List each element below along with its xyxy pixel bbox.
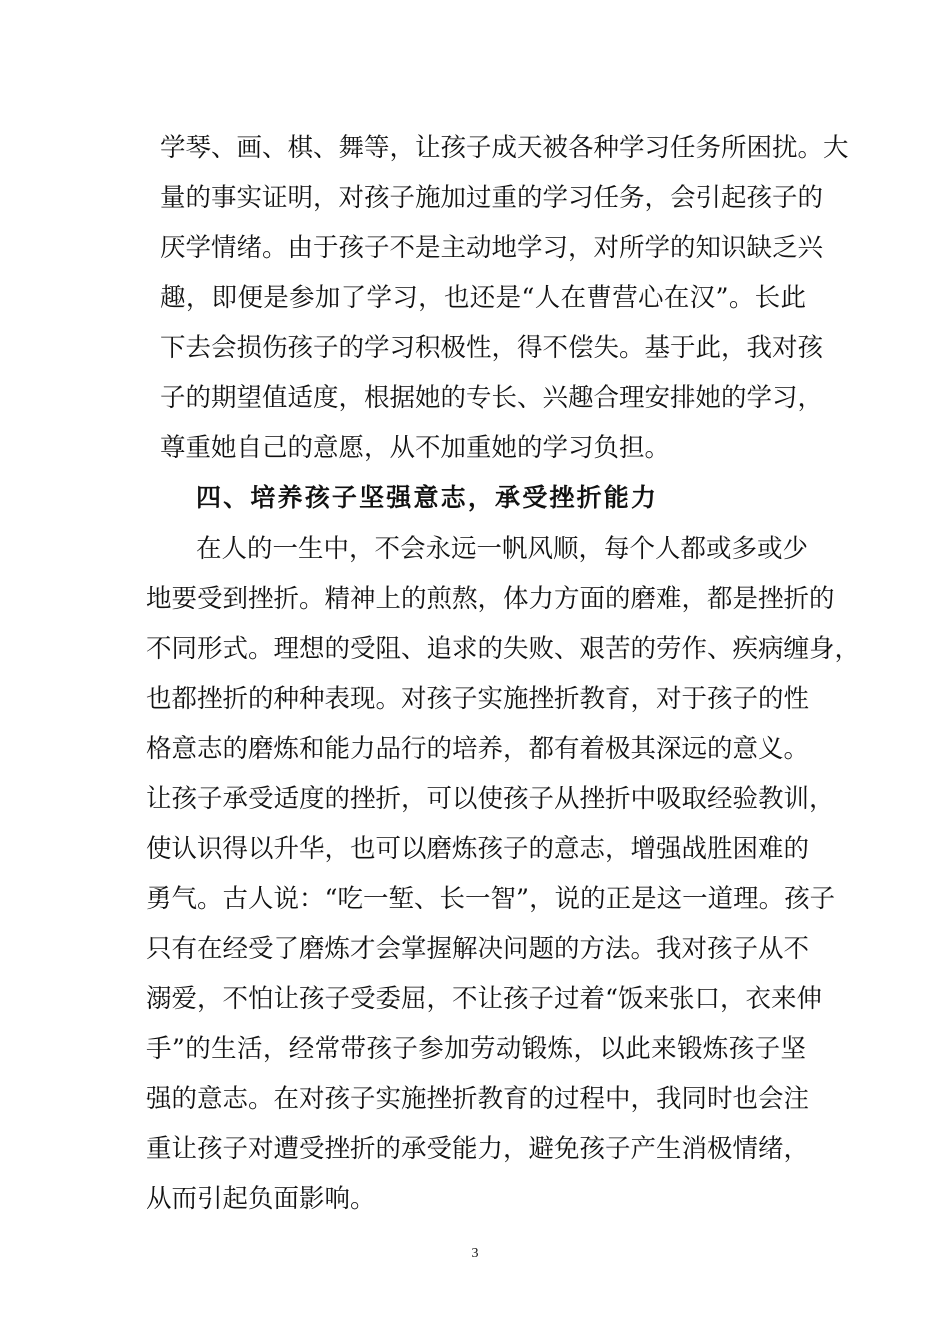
paragraph-2-line: 地要受到挫折。精神上的煎熬，体力方面的磨难，都是挫折的 bbox=[146, 584, 835, 614]
page-number: 3 bbox=[471, 1246, 479, 1261]
paragraph-2-line: 让孩子承受适度的挫折，可以使孩子从挫折中吸取经验教训， bbox=[146, 784, 835, 814]
paragraph-2-line: 只有在经受了磨炼才会掌握解决问题的方法。我对孩子从不 bbox=[146, 934, 810, 964]
section-heading: 四、培养孩子坚强意志，承受挫折能力 bbox=[196, 483, 656, 512]
paragraph-2-line: 也都挫折的种种表现。对孩子实施挫折教育，对于孩子的性 bbox=[146, 684, 810, 714]
paragraph-2-line: 手”的生活，经常带孩子参加劳动锻炼，以此来锻炼孩子坚 bbox=[146, 1034, 806, 1064]
paragraph-1-line: 厌学情绪。由于孩子不是主动地学习，对所学的知识缺乏兴 bbox=[160, 233, 824, 263]
paragraph-2-line: 不同形式。理想的受阻、追求的失败、艰苦的劳作、疾病缠身， bbox=[146, 634, 861, 664]
paragraph-2-line: 强的意志。在对孩子实施挫折教育的过程中，我同时也会注 bbox=[146, 1084, 810, 1114]
paragraph-2-line: 格意志的磨炼和能力品行的培养，都有着极其深远的意义。 bbox=[146, 734, 810, 764]
paragraph-1-line: 学琴、画、棋、舞等，让孩子成天被各种学习任务所困扰。大 bbox=[160, 133, 849, 163]
paragraph-2-line: 溺爱，不怕让孩子受委屈，不让孩子过着“饭来张口，衣来伸 bbox=[146, 984, 823, 1014]
paragraph-1-line: 子的期望值适度，根据她的专长、兴趣合理安排她的学习， bbox=[160, 383, 824, 413]
paragraph-2-line: 重让孩子对遭受挫折的承受能力，避免孩子产生消极情绪， bbox=[146, 1134, 810, 1164]
paragraph-2-line: 从而引起负面影响。 bbox=[146, 1184, 376, 1214]
paragraph-2-line: 在人的一生中，不会永远一帆风顺，每个人都或多或少 bbox=[196, 534, 809, 564]
paragraph-2-line: 勇气。古人说：“吃一堑、长一智”，说的正是这一道理。孩子 bbox=[146, 884, 836, 914]
paragraph-1-line: 下去会损伤孩子的学习积极性，得不偿失。基于此，我对孩 bbox=[160, 333, 824, 363]
paragraph-1-line: 趣，即便是参加了学习，也还是“人在曹营心在汉”。长此 bbox=[160, 283, 806, 313]
paragraph-1-line: 量的事实证明，对孩子施加过重的学习任务，会引起孩子的 bbox=[160, 183, 824, 213]
paragraph-1-line: 尊重她自己的意愿，从不加重她的学习负担。 bbox=[160, 433, 671, 463]
paragraph-2-line: 使认识得以升华，也可以磨炼孩子的意志，增强战胜困难的 bbox=[146, 834, 810, 864]
